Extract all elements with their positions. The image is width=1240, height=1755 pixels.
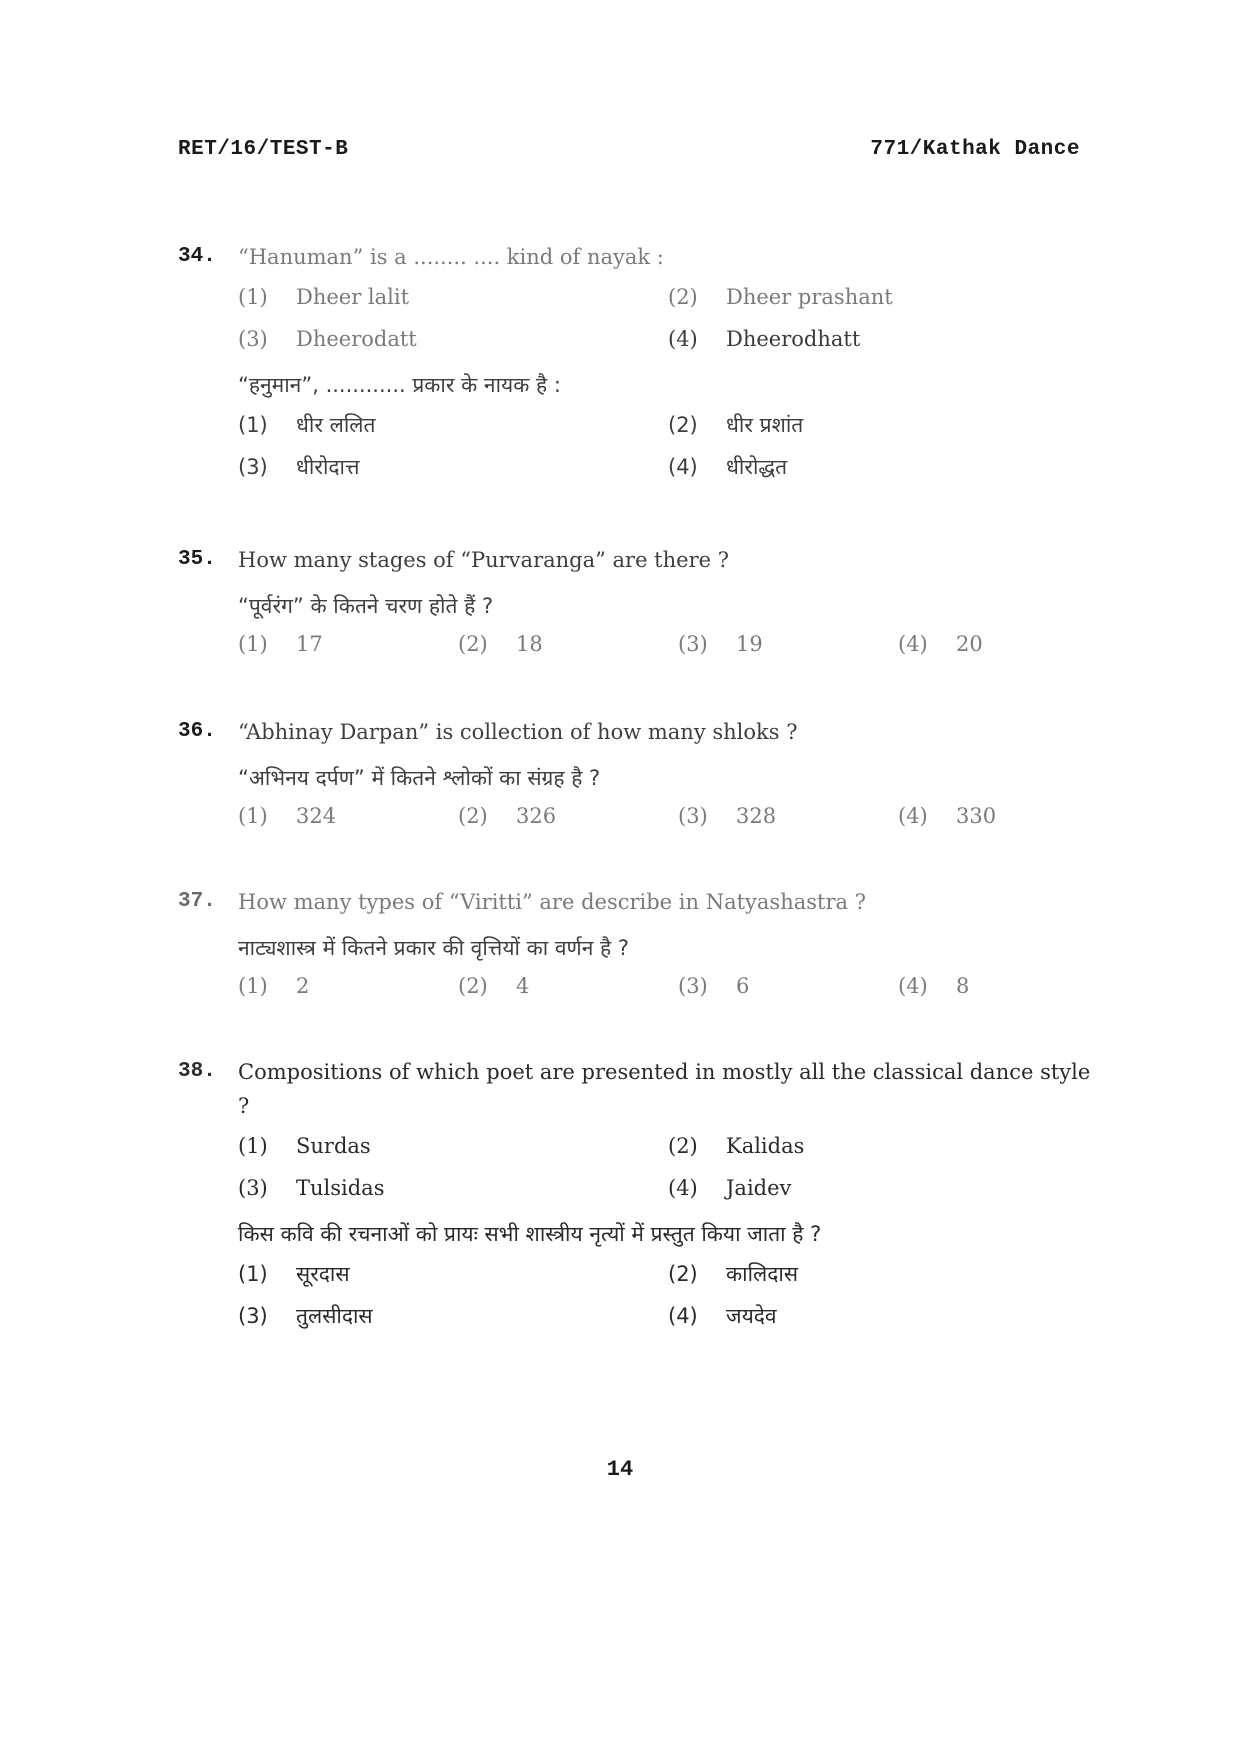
options-en bbox=[178, 280, 1093, 356]
option-4: (4) 330 bbox=[898, 804, 997, 828]
question-text-en: How many stages of “Purvaranga” are there ? bbox=[238, 548, 729, 572]
question-38 bbox=[178, 1055, 1093, 1333]
question-36 bbox=[178, 715, 1093, 833]
question-number: 35. bbox=[178, 548, 216, 571]
option-4: (4) 8 bbox=[898, 974, 970, 998]
question-35 bbox=[178, 543, 1093, 661]
options bbox=[178, 969, 1093, 1003]
page-number: 14 bbox=[606, 1457, 634, 1482]
option-1: (1) Dheer lalit bbox=[238, 285, 410, 309]
options-hi bbox=[178, 1257, 1093, 1333]
question-34 bbox=[178, 240, 1093, 484]
option-3-hi: (3) तुलसीदास bbox=[238, 1304, 373, 1328]
options bbox=[178, 627, 1093, 661]
option-1: (1) 324 bbox=[238, 804, 337, 828]
option-1: (1) 17 bbox=[238, 632, 323, 656]
question-number: 37. bbox=[178, 890, 216, 913]
option-1: (1) 2 bbox=[238, 974, 310, 998]
option-3: (3) 6 bbox=[678, 974, 750, 998]
option-4: (4) Jaidev bbox=[668, 1176, 792, 1200]
question-text-en: Compositions of which poet are presented in mostly all the classical dance style ? bbox=[238, 1060, 1091, 1118]
question-text-en: “Abhinay Darpan” is collection of how many shloks ? bbox=[238, 720, 798, 744]
question-number: 36. bbox=[178, 720, 216, 743]
option-2-hi: (2) कालिदास bbox=[668, 1262, 799, 1286]
option-2: (2) 18 bbox=[458, 632, 543, 656]
option-2: (2) Kalidas bbox=[668, 1134, 805, 1158]
option-4: (4) Dheerodhatt bbox=[668, 327, 861, 351]
option-2: (2) 326 bbox=[458, 804, 557, 828]
option-2-hi: (2) धीर प्रशांत bbox=[668, 413, 804, 437]
option-4-hi: (4) धीरोद्धत bbox=[668, 455, 788, 479]
option-4-hi: (4) जयदेव bbox=[668, 1304, 777, 1328]
question-number: 38. bbox=[178, 1060, 216, 1083]
options-hi bbox=[178, 408, 1093, 484]
option-1-hi: (1) धीर ललित bbox=[238, 413, 376, 437]
option-3: (3) 328 bbox=[678, 804, 777, 828]
question-text-hi: “पूर्वरंग” के कितने चरण होते हैं ? bbox=[238, 594, 494, 618]
option-3: (3) Tulsidas bbox=[238, 1176, 385, 1200]
option-3: (3) Dheerodatt bbox=[238, 327, 417, 351]
question-text-hi: “अभिनय दर्पण” में कितने श्लोकों का संग्रह है ? bbox=[238, 766, 601, 790]
header-subject: 771/Kathak Dance bbox=[870, 138, 1080, 161]
option-3-hi: (3) धीरोदात्त bbox=[238, 455, 360, 479]
question-text-en: “Hanuman” is a ........ .... kind of nayak : bbox=[238, 245, 664, 269]
question-text-hi: “हनुमान”, ............ प्रकार के नायक है : bbox=[238, 373, 561, 397]
option-3: (3) 19 bbox=[678, 632, 763, 656]
options-en bbox=[178, 1129, 1093, 1205]
question-text-hi: नाट्यशास्त्र में कितने प्रकार की वृत्तियों का वर्णन है ? bbox=[238, 936, 630, 960]
option-2: (2) 4 bbox=[458, 974, 530, 998]
option-4: (4) 20 bbox=[898, 632, 983, 656]
header-paper-code: RET/16/TEST-B bbox=[178, 138, 349, 161]
option-1: (1) Surdas bbox=[238, 1134, 371, 1158]
options bbox=[178, 799, 1093, 833]
question-37 bbox=[178, 885, 1093, 1003]
question-text-hi: किस कवि की रचनाओं को प्रायः सभी शास्त्रीय नृत्यों में प्रस्तुत किया जाता है ? bbox=[238, 1222, 822, 1246]
option-1-hi: (1) सूरदास bbox=[238, 1262, 350, 1286]
option-2: (2) Dheer prashant bbox=[668, 285, 893, 309]
question-number: 34. bbox=[178, 245, 216, 268]
question-text-en: How many types of “Viritti” are describe in Natyashastra ? bbox=[238, 890, 866, 914]
